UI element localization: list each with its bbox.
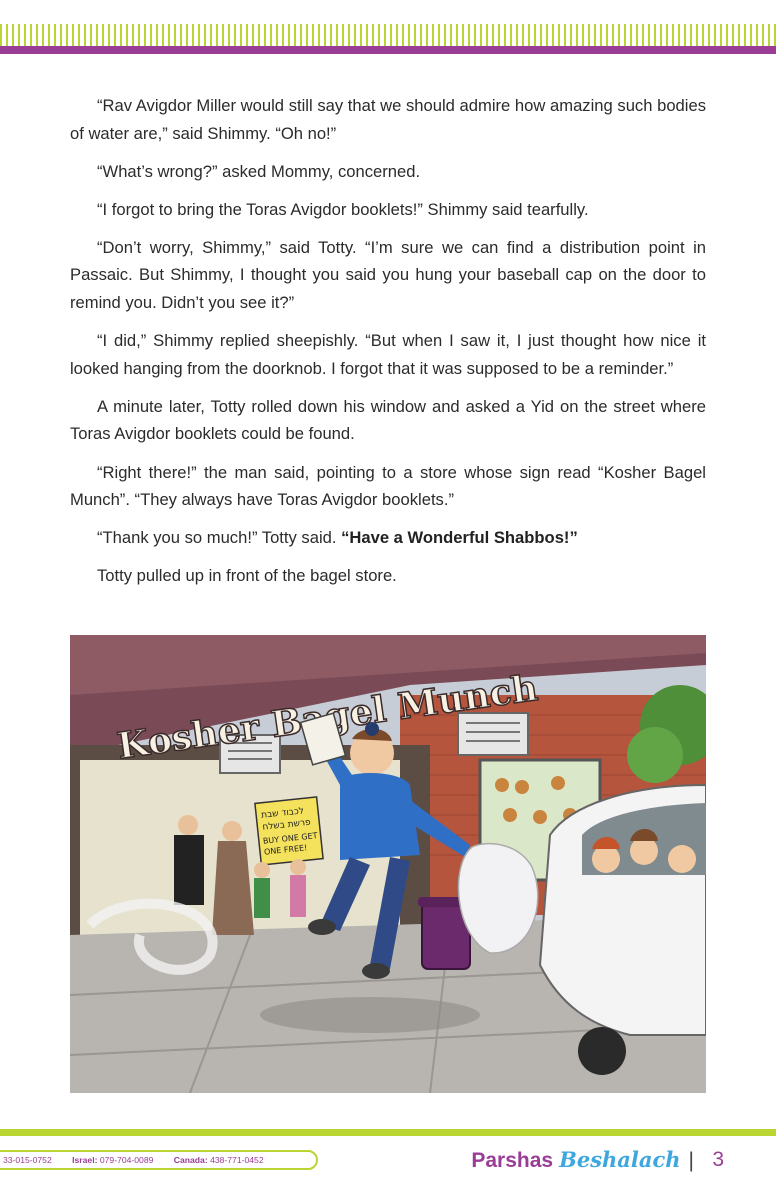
contact-number-us: 33-015-0752	[3, 1155, 52, 1165]
window-sign-english-1: BUY ONE GET	[262, 831, 318, 846]
header-bar	[0, 46, 776, 54]
story-paragraph-5: “I did,” Shimmy replied sheepishly. “But when I saw it, I just thought how nice it looked hanging from the doorknob. I forgot that it was supposed to be a reminder.”	[70, 331, 706, 378]
footer-brand	[471, 1146, 700, 1174]
story-paragraph-8	[70, 524, 706, 552]
footer-separator: |	[688, 1149, 694, 1172]
story-paragraph-2: “What’s wrong?” asked Mommy, concerned.	[97, 161, 421, 181]
contact-label-israel: Israel:	[72, 1155, 98, 1165]
story-paragraph-8-bold: “Have a Wonderful Shabbos!”	[341, 528, 578, 548]
story-paragraph-4: “Don’t worry, Shimmy,” said Totty. “I’m sure we can find a distribution point in Passaic. But Shimmy, I thought you said you hung your baseball cap on the door to remind you. Didn’t you see it?”	[70, 237, 706, 313]
story-paragraph-9: Totty pulled up in front of the bagel store.	[97, 566, 397, 586]
story-paragraph-6: A minute later, Totty rolled down his window and asked a Yid on the street where Toras Avigdor booklets could be found.	[70, 396, 706, 444]
contact-numbers	[0, 1150, 318, 1170]
story-paragraph-8-text: “Thank you so much!” Totty said.	[97, 528, 342, 548]
brand-word-parshas: Parshas	[471, 1149, 554, 1172]
contact-group-canada	[174, 1155, 264, 1165]
brand-word-beshalach: Beshalach	[559, 1147, 681, 1172]
story-text	[70, 92, 706, 600]
footer-bar	[0, 1129, 776, 1136]
story-illustration	[70, 635, 706, 1093]
contact-group-israel	[72, 1155, 153, 1165]
header-tick-pattern	[0, 24, 776, 46]
story-paragraph-7: “Right there!” the man said, pointing to a store whose sign read “Kosher Bagel Munch”. “They always have Toras Avigdor booklets.”	[70, 462, 706, 510]
story-paragraph-3: “I forgot to bring the Toras Avigdor booklets!” Shimmy said tearfully.	[97, 199, 589, 219]
window-sign-english-2: ONE FREE!	[263, 843, 308, 857]
contact-number-israel: 079-704-0089	[99, 1155, 154, 1165]
contact-group-us	[3, 1155, 52, 1165]
contact-label-canada: Canada:	[173, 1155, 208, 1165]
story-paragraph-1: “Rav Avigdor Miller would still say that we should admire how amazing such bodies of water are,” said Shimmy. “Oh no!”	[70, 96, 706, 143]
window-sign-hebrew-1: לכבוד שבת	[260, 806, 305, 821]
page-number: 3	[712, 1148, 724, 1171]
store-sign-text: Kosher Munch	[114, 666, 541, 768]
window-sign-hebrew-2: פרשת בשלח	[261, 817, 312, 833]
contact-number-canada: 438-771-0452	[210, 1155, 264, 1165]
